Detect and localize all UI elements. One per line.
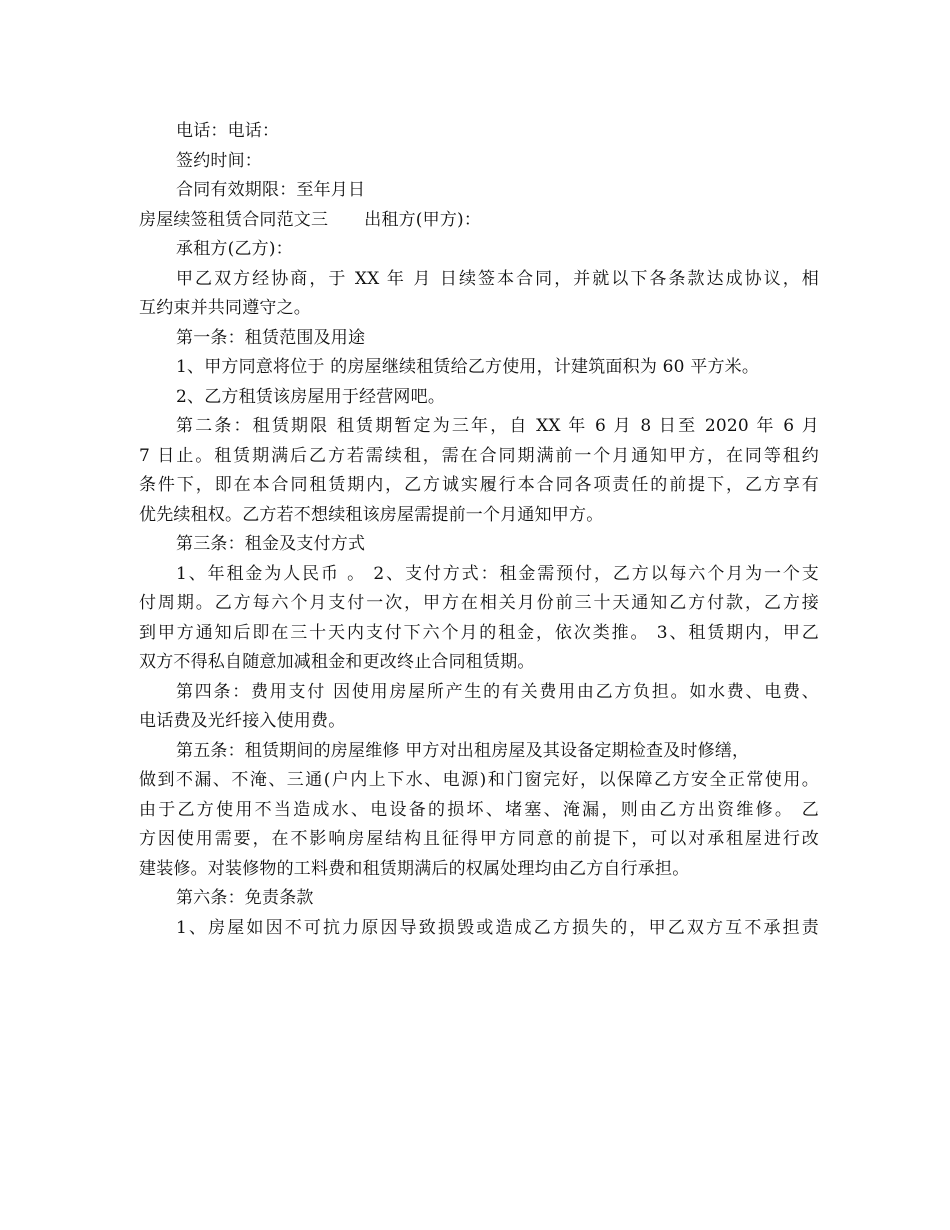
article-heading: 第一条：租赁范围及用途 [176,327,366,348]
paragraph-line: 方因使用需要，在不影响房屋结构且征得甲方同意的前提下，可以对承租屋进行改 [139,829,819,849]
phone-line: 电话：电话： [176,121,280,141]
article-heading: 第六条：免责条款 [176,888,314,908]
paragraph-line: 第五条：租赁期间的房屋维修 甲方对出租房屋及其设备定期检查及时修缮， [176,740,750,761]
paragraph-line: 1、年租金为人民币 。 2、支付方式：租金需预付，乙方以每六个月为一个支 [176,563,819,584]
paragraph-line: 双方不得私自随意加减租金和更改终止合同租赁期。 [139,652,535,672]
paragraph-line: 电话费及光纤接入使用费。 [139,711,346,731]
paragraph-line: 第二条：租赁期限 租赁期暂定为三年，自 XX 年 6 月 8 日至 2020 年 6 月 [176,416,819,436]
paragraph-line: 条件下，即在本合同租赁期内，乙方诚实履行本合同各项责任的前提下，乙方享有 [139,475,819,495]
document-subtitle: 房屋续签租赁合同范文三 [139,209,329,230]
paragraph-line: 甲乙双方经协商，于 XX 年 月 日续签本合同，并就以下各条款达成协议，相 [176,268,819,289]
paragraph-line: 付周期。乙方每六个月支付一次，甲方在相关月份前三十天通知乙方付款，乙方接 [139,593,819,613]
paragraph-line: 优先续租权。乙方若不想续租该房屋需提前一个月通知甲方。 [139,504,604,525]
document-body [139,117,819,943]
paragraph-line: 到甲方通知后即在三十天内支付下六个月的租金，依次类推。 3、租赁期内，甲乙 [139,622,819,643]
section-heading-line [139,206,819,236]
paragraph-line: 互约束并共同遵守之。 [139,298,311,318]
paragraph-line: 7 日止。租赁期满后乙方若需续租，需在合同期满前一个月通知甲方，在同等租约 [139,445,819,466]
paragraph-line: 2、乙方租赁该房屋用于经营网吧。 [176,386,446,407]
paragraph-line: 1、甲方同意将位于 的房屋继续租赁给乙方使用，计建筑面积为 60 平方米。 [176,357,760,377]
paragraph-line: 建装修。对装修物的工料费和租赁期满后的权属处理均由乙方自行承担。 [139,858,690,879]
paragraph-line: 由于乙方使用不当造成水、电设备的损坏、堵塞、淹漏，则由乙方出资维修。 乙 [139,799,819,820]
lessee-label: 承租方(乙方)： [176,239,293,259]
signing-time-line: 签约时间： [176,150,262,171]
paragraph-line: 做到不漏、不淹、三通(户内上下水、电源)和门窗完好，以保障乙方安全正常使用。 [139,770,819,790]
lessor-label: 出租方(甲方)： [364,209,482,230]
paragraph-line: 第四条：费用支付 因使用房屋所产生的有关费用由乙方负担。如水费、电费、 [176,681,819,702]
paragraph-line: 1、房屋如因不可抗力原因导致损毁或造成乙方损失的，甲乙双方互不承担责 [176,917,819,938]
article-heading: 第三条：租金及支付方式 [176,534,366,554]
validity-period-line: 合同有效期限：至年月日 [176,180,366,200]
